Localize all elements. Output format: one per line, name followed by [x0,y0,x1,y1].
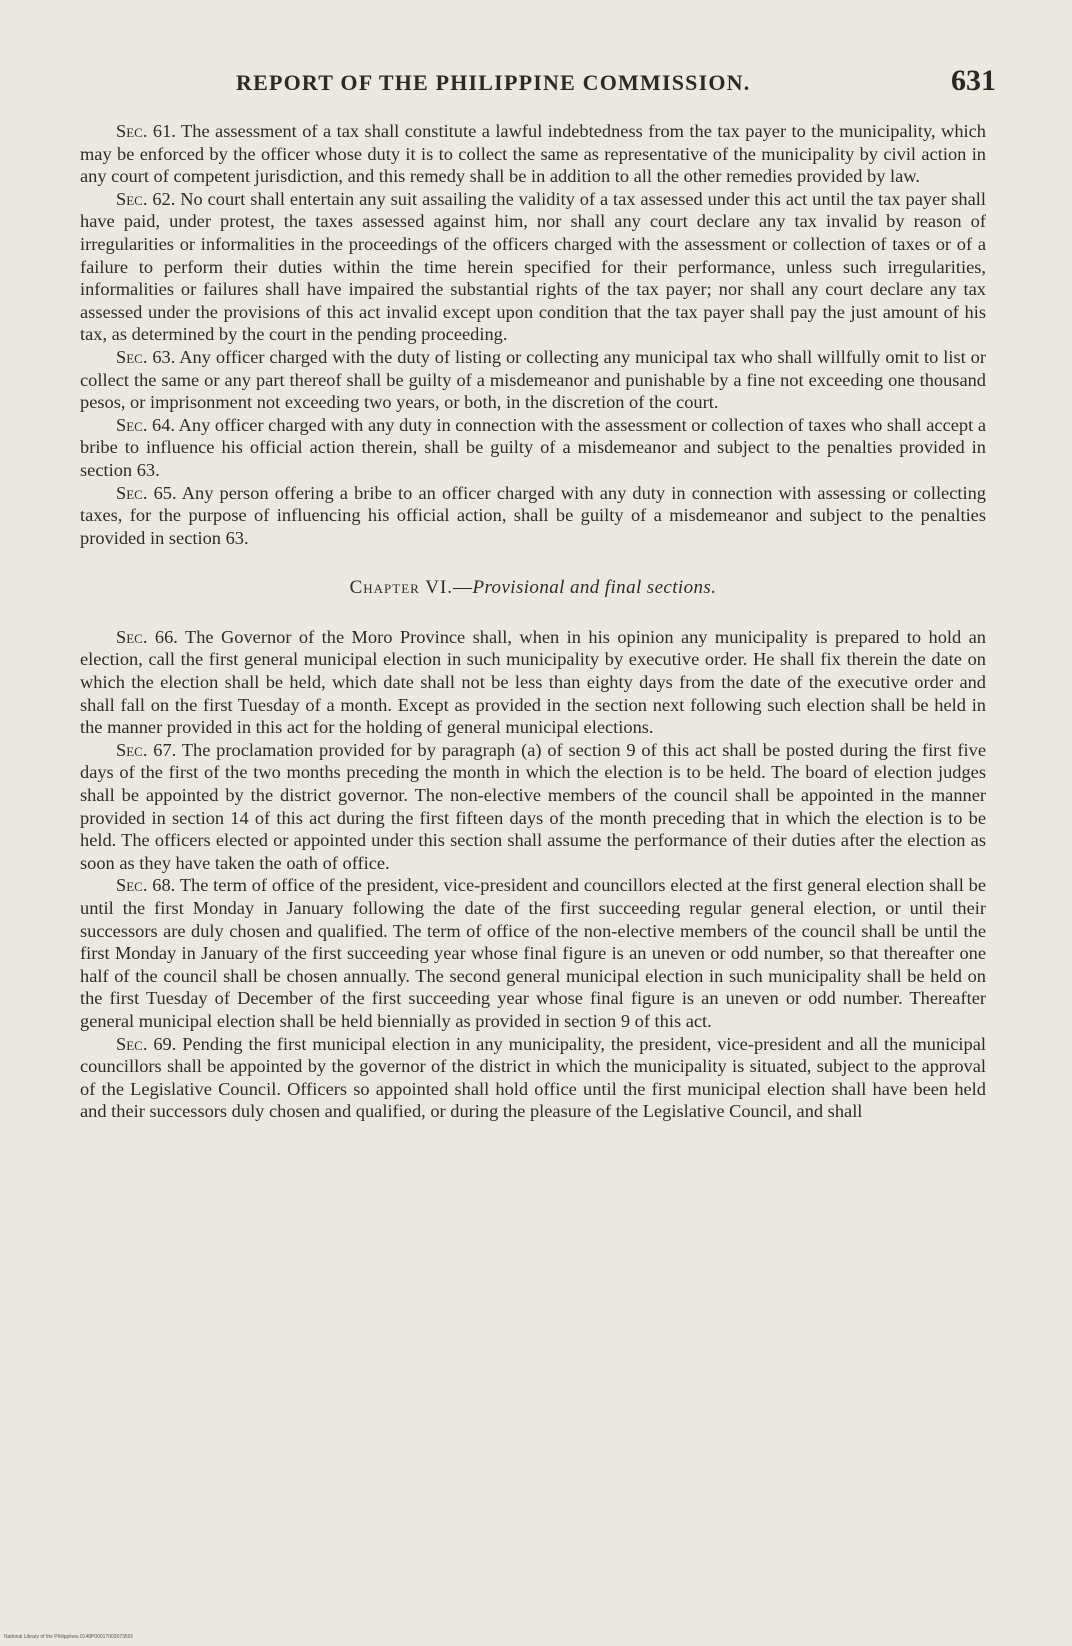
section-63 [80,346,986,414]
section-65 [80,482,986,550]
section-text: The proclamation provided for by paragraph (a) of section 9 of this act shall be posted during the first five days of the first of the two months preceding the month in which the election is to be held. The board of election judges shall be appointed by the district governor. The non-elective members of the council shall be appointed in the manner provided in section 14 of this act during the first fifteen days of the month preceding that in which the election is to be held. The officers elected or appointed under this section shall assume the performance of their duties after the election as soon as they have taken the oath of office. [80,739,986,873]
section-66 [80,626,986,739]
section-text: The Governor of the Moro Province shall, when in his opinion any municipality is prepared to hold an election, call the first general municipal election in such municipality by executive order. He shall fix therein the date on which the election shall be held, which date shall not be less than eighty days from the date of the executive order and shall fall on the first Tuesday of a month. Except as provided in the section next following such election shall be held in the manner provided in this act for the holding of general municipal elections. [80,626,986,738]
section-label: Sec. 65. [116,482,177,503]
chapter-dash: — [453,577,473,599]
section-68 [80,874,986,1032]
section-62 [80,188,986,346]
section-text: The term of office of the president, vice-president and councillors elected at the first general election shall be until the first Monday in January following the date of the first succeeding regular general election, or until their successors are duly chosen and qualified. The term of office of the non-elective members of the council shall be until the first Monday in January of the first succeeding year whose final figure is an uneven or odd number, so that thereafter one half of the council shall be chosen annually. The second general municipal election in such municipality shall be held on the first Tuesday of December of the first succeeding year whose final figure is an uneven or odd number. Thereafter general municipal election shall be held biennially as provided in section 9 of this act. [80,875,987,1031]
section-text: Any officer charged with any duty in connection with the assessment or collection of taxes who shall accept a bribe to influence his official action therein, shall be guilty of a misdemeanor and subject to the penalties provided in section 63. [80,414,986,480]
scan-credit: National Library of the Philippines 0148P00017003073591 [4,1634,134,1640]
section-67 [80,739,986,875]
section-69 [80,1033,986,1123]
section-64 [80,414,986,482]
section-label: Sec. 61. [116,121,176,141]
section-text: No court shall entertain any suit assailing the validity of a tax assessed under this act until the tax payer shall have paid, under protest, the taxes assessed against him, nor shall any court declare any tax invalid by reason of irregularities or informalities in the proceedings of the officers charged with the assessment or collection of taxes or of a failure to perform their duties within the time herein specified for their performance, unless such irregularities, informalities or failures shall have impaired the substantial rights of the tax payer; nor shall any court declare any tax assessed under the provisions of this act invalid except upon condition that the tax payer shall pay the just amount of his tax, as determined by the court in the pending proceeding. [80,188,986,345]
section-label: Sec. 66. [116,626,178,647]
section-text: Any person offering a bribe to an officer charged with any duty in connection with assessing or collecting taxes, for the purpose of influencing his official action, shall be guilty of a misdemeanor and subject to the penalties provided in section 63. [80,482,986,548]
section-label: Sec. 69. [116,1033,177,1054]
chapter-number: Chapter VI. [349,577,454,599]
page-header [236,64,996,104]
section-text: The assessment of a tax shall constitute a lawful indebtedness from the tax payer to the municipality, which may be enforced by the officer whose duty it is to collect the same as representative of the municipality by civil action in any court of competent jurisdiction, and this remedy shall be in addition to all the other remedies provided by law. [80,121,986,187]
section-text: Any officer charged with the duty of listing or collecting any municipal tax who shall willfully omit to list or collect the same or any part thereof shall be guilty of a misdemeanor and punishable by a fine not exceeding one thousand pesos, or imprisonment not exceeding two years, or both, in the discretion of the court. [80,346,986,413]
section-label: Sec. 63. [116,346,176,367]
running-title: REPORT OF THE PHILIPPINE COMMISSION. [236,70,751,95]
chapter-title: Provisional and final sections. [472,577,717,599]
section-label: Sec. 64. [116,414,176,435]
section-label: Sec. 68. [116,875,176,896]
page-number: 631 [951,64,996,97]
section-text: Pending the first municipal election in any municipality, the president, vice-president and all the municipal councillors shall be appointed by the governor of the district in which the municipality is situated, subject to the approval of the Legislative Council. Officers so appointed shall hold office until the first municipal election shall have been held and their successors duly chosen and qualified, or during the pleasure of the Legislative Council, and shall [80,1033,986,1122]
section-61 [80,120,986,188]
chapter-heading [80,577,986,600]
section-label: Sec. 62. [116,188,176,209]
body-text [80,120,986,1123]
section-label: Sec. 67. [116,739,177,760]
